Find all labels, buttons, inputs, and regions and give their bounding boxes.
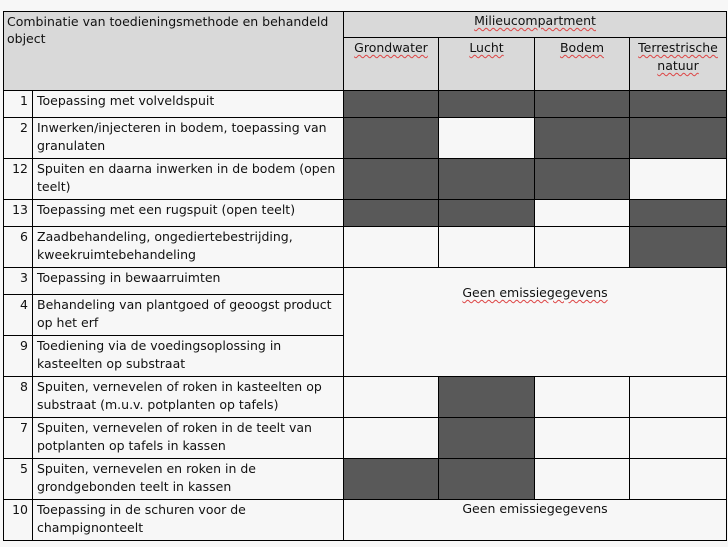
compartment-header-label: Milieucompartment <box>474 13 596 28</box>
compartment-cell-filled <box>630 91 727 118</box>
row-description: Spuiten, vernevelen en roken in de grondgebonden teelt in kassen <box>33 459 344 500</box>
compartment-cell-filled <box>439 377 535 418</box>
row-number: 13 <box>4 200 33 227</box>
compartment-cell-empty <box>535 418 630 459</box>
compartment-cell-filled <box>344 159 439 200</box>
compartment-cell-empty <box>630 159 727 200</box>
compartment-cell-empty <box>344 418 439 459</box>
no-emission-cell <box>344 500 727 541</box>
row-description: Toepassing met volveldspuit <box>33 91 344 118</box>
compartment-cell-empty <box>630 418 727 459</box>
row-description: Toepassing met een rugspuit (open teelt) <box>33 200 344 227</box>
table-row <box>4 227 727 268</box>
table-row <box>4 118 727 159</box>
row-number: 10 <box>4 500 33 541</box>
table-body <box>4 91 727 541</box>
emission-table <box>3 11 727 541</box>
row-description: Toepassing in de schuren voor de champignonteelt <box>33 500 344 541</box>
compartment-cell-empty <box>439 227 535 268</box>
row-number: 1 <box>4 91 33 118</box>
combination-header-label: Combinatie van toedieningsmethode en behandeld object <box>7 14 329 46</box>
compartment-header <box>344 12 727 38</box>
table-row <box>4 500 727 541</box>
compartment-cell-empty <box>630 377 727 418</box>
row-number: 12 <box>4 159 33 200</box>
row-number: 5 <box>4 459 33 500</box>
compartment-cell-filled <box>535 118 630 159</box>
row-number: 9 <box>4 336 33 377</box>
compartment-cell-filled <box>630 200 727 227</box>
row-number: 6 <box>4 227 33 268</box>
table-row <box>4 91 727 118</box>
column-header-label: Grondwater <box>354 40 428 55</box>
row-number: 7 <box>4 418 33 459</box>
row-description: Zaadbehandeling, ongediertebestrijding, kweekruimtebehandeling <box>33 227 344 268</box>
compartment-cell-filled <box>439 459 535 500</box>
table-row <box>4 268 727 295</box>
no-emission-cell <box>344 268 727 377</box>
table-row <box>4 377 727 418</box>
compartment-cell-filled <box>439 200 535 227</box>
column-header-bodem <box>535 38 630 91</box>
compartment-cell-filled <box>439 159 535 200</box>
compartment-cell-empty <box>344 377 439 418</box>
compartment-cell-filled <box>439 418 535 459</box>
row-number: 8 <box>4 377 33 418</box>
compartment-cell-filled <box>344 118 439 159</box>
row-description: Spuiten, vernevelen of roken in kasteelten op substraat (m.u.v. potplanten op tafels) <box>33 377 344 418</box>
row-description: Toediening via de voedingsoplossing in kasteelten op substraat <box>33 336 344 377</box>
compartment-cell-empty <box>535 227 630 268</box>
combination-header <box>4 12 344 91</box>
compartment-cell-empty <box>344 227 439 268</box>
row-description: Toepassing in bewaarruimten <box>33 268 344 295</box>
column-header-terrestrische-natuur <box>630 38 727 91</box>
compartment-cell-filled <box>630 118 727 159</box>
table-row <box>4 200 727 227</box>
row-number: 2 <box>4 118 33 159</box>
table-row <box>4 159 727 200</box>
table-row <box>4 459 727 500</box>
row-description: Behandeling van plantgoed of geoogst product op het erf <box>33 295 344 336</box>
no-emission-label: Geen emissiegegevens <box>462 285 608 300</box>
row-number: 3 <box>4 268 33 295</box>
compartment-cell-empty <box>439 118 535 159</box>
row-description: Spuiten en daarna inwerken in de bodem (open teelt) <box>33 159 344 200</box>
compartment-cell-empty <box>535 377 630 418</box>
column-header-label: Terrestrische natuur <box>638 40 718 73</box>
no-emission-label: Geen emissiegegevens <box>462 501 608 516</box>
compartment-cell-empty <box>535 459 630 500</box>
compartment-cell-filled <box>344 200 439 227</box>
column-header-label: Bodem <box>559 40 605 55</box>
column-header-lucht <box>439 38 535 91</box>
row-number: 4 <box>4 295 33 336</box>
row-description: Inwerken/injecteren in bodem, toepassing van granulaten <box>33 118 344 159</box>
table-row <box>4 418 727 459</box>
compartment-cell-filled <box>535 91 630 118</box>
compartment-cell-filled <box>344 91 439 118</box>
row-description: Spuiten, vernevelen of roken in de teelt van potplanten op tafels in kassen <box>33 418 344 459</box>
column-header-label: Lucht <box>469 40 504 55</box>
compartment-cell-filled <box>535 159 630 200</box>
column-header-grondwater <box>344 38 439 91</box>
compartment-cell-filled <box>344 459 439 500</box>
compartment-cell-filled <box>630 227 727 268</box>
compartment-cell-empty <box>630 459 727 500</box>
compartment-cell-empty <box>535 200 630 227</box>
compartment-cell-filled <box>439 91 535 118</box>
